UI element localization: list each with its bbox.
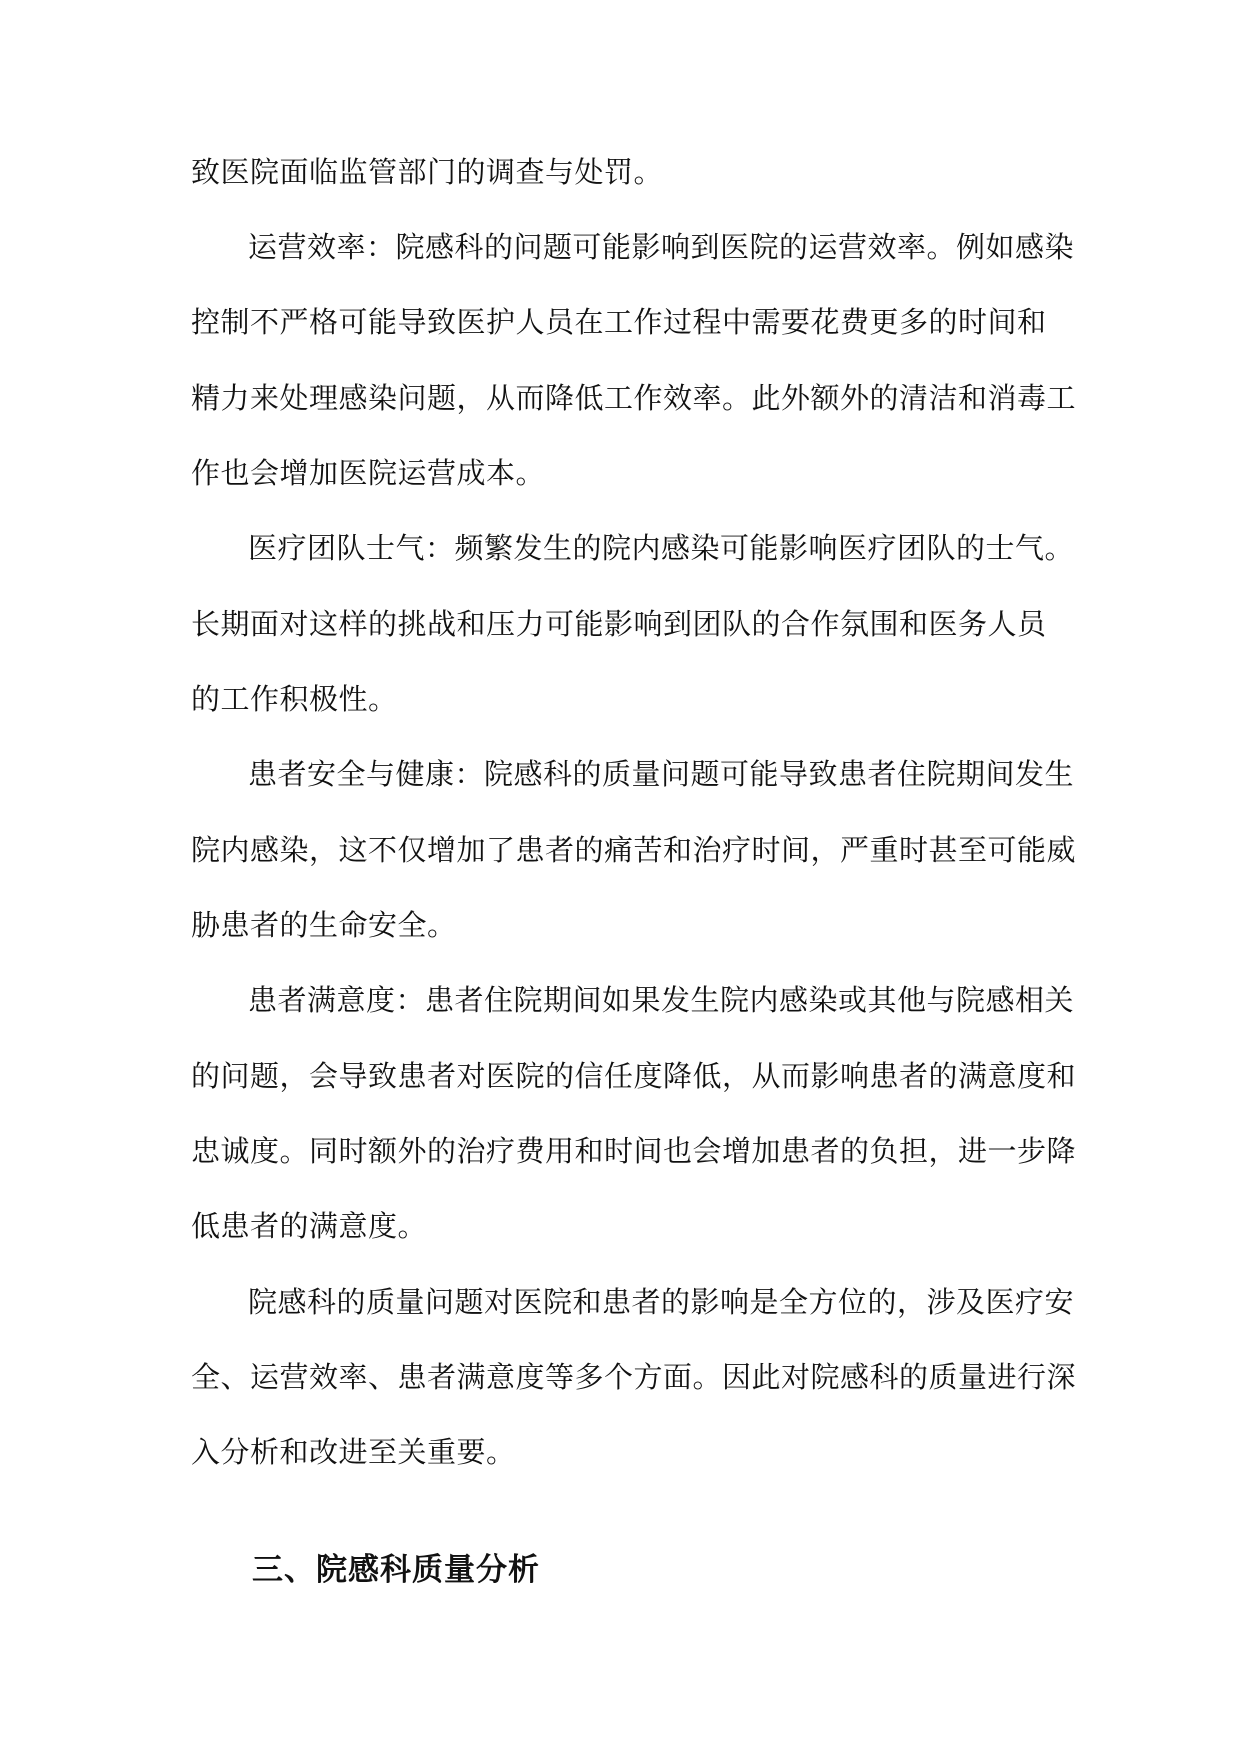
text-line: 的工作积极性。 xyxy=(191,682,398,716)
text-line: 控制不严格可能导致医护人员在工作过程中需要花费更多的时间和 xyxy=(191,305,1047,339)
text-line: 入分析和改进至关重要。 xyxy=(191,1435,516,1469)
paragraph-satisfaction-start: 患者满意度：患者住院期间如果发生院内感染或其他与院感相关 xyxy=(248,983,1075,1017)
text-line: 作也会增加医院运营成本。 xyxy=(191,456,546,490)
section-heading: 三、院感科质量分析 xyxy=(252,1552,540,1588)
text-line: 全、运营效率、患者满意度等多个方面。因此对院感科的质量进行深 xyxy=(191,1360,1077,1394)
text-line: 精力来处理感染问题，从而降低工作效率。此外额外的清洁和消毒工 xyxy=(191,381,1077,415)
text-line: 长期面对这样的挑战和压力可能影响到团队的合作氛围和医务人员 xyxy=(191,607,1047,641)
paragraph-morale-start: 医疗团队士气：频繁发生的院内感染可能影响医疗团队的士气。 xyxy=(248,531,1075,565)
paragraph-summary-start: 院感科的质量问题对医院和患者的影响是全方位的，涉及医疗安 xyxy=(248,1285,1075,1319)
text-line: 院内感染，这不仅增加了患者的痛苦和治疗时间，严重时甚至可能威 xyxy=(191,833,1077,867)
paragraph-safety-start: 患者安全与健康：院感科的质量问题可能导致患者住院期间发生 xyxy=(248,757,1075,791)
text-line: 致医院面临监管部门的调查与处罚。 xyxy=(191,155,664,189)
text-line: 忠诚度。同时额外的治疗费用和时间也会增加患者的负担，进一步降 xyxy=(191,1134,1077,1168)
text-line: 胁患者的生命安全。 xyxy=(191,908,457,942)
text-line: 低患者的满意度。 xyxy=(191,1209,428,1243)
paragraph-operations-start: 运营效率：院感科的问题可能影响到医院的运营效率。例如感染 xyxy=(248,230,1075,264)
text-line: 的问题，会导致患者对医院的信任度降低，从而影响患者的满意度和 xyxy=(191,1059,1077,1093)
